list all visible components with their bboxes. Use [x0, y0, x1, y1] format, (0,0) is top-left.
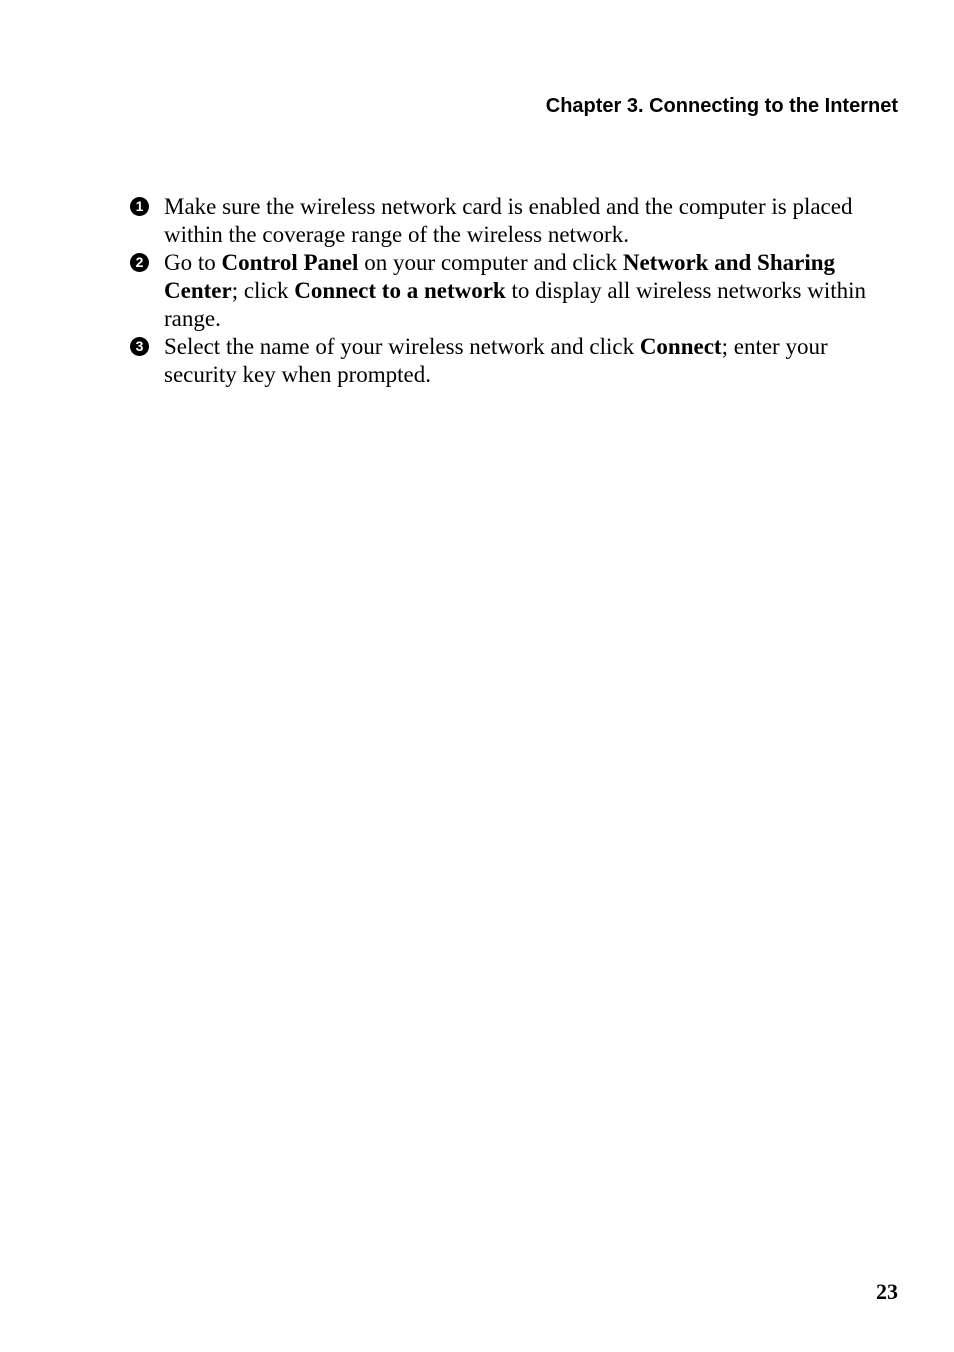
step-number-badge: 3 — [130, 337, 149, 356]
step-2 — [130, 249, 900, 333]
steps-list — [130, 193, 900, 389]
step-text: Go to Control Panel on your computer and click Network and Sharing Center; click Connect to a network to display all wireless networks within range. — [164, 250, 867, 331]
chapter-header: Chapter 3. Connecting to the Internet — [545, 95, 898, 117]
step-text: Select the name of your wireless network and click Connect; enter your security key when prompted. — [164, 334, 828, 387]
page-number: 23 — [876, 1279, 898, 1304]
step-number-badge: 1 — [130, 197, 149, 216]
step-3 — [130, 333, 900, 389]
network-sharing-center-term: Network and Sharing Center — [164, 250, 836, 303]
connect-to-network-term: Connect to a network — [294, 278, 506, 303]
step-1 — [130, 193, 900, 249]
connect-term: Connect — [639, 334, 722, 359]
step-number-badge: 2 — [130, 253, 149, 272]
control-panel-term: Control Panel — [221, 250, 359, 275]
step-text: Make sure the wireless network card is enabled and the computer is placed within the coverage range of the wireless network. — [164, 194, 853, 247]
